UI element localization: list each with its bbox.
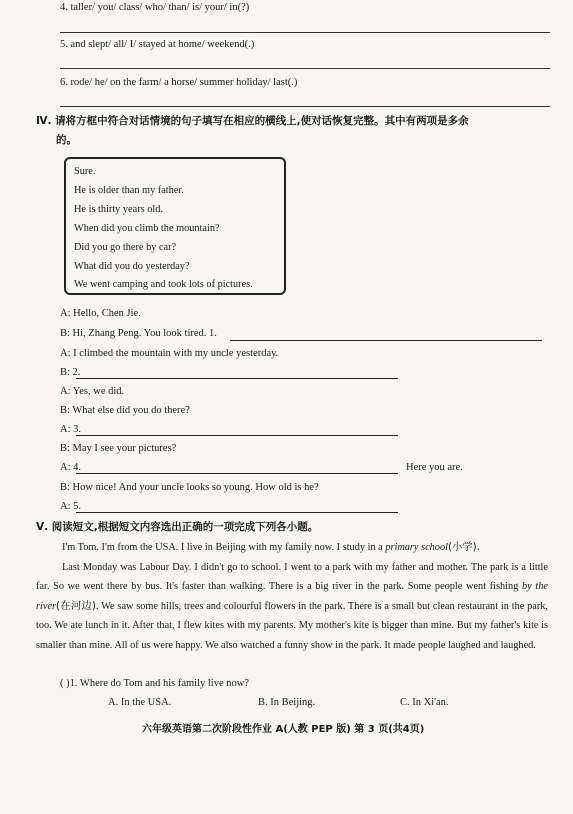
passage-paragraph-1: I'm Tom. I'm from the USA. I live in Beijing with my family now. I study in a primary school(小学). (62, 541, 480, 553)
dialogue-line: A: 3. (60, 424, 81, 435)
dialogue-line: A: Yes, we did. (60, 386, 125, 397)
choice-c[interactable]: C. In Xi'an. (400, 697, 449, 708)
dialogue-line: B: How nice! And your uncle looks so young. How old is he? (60, 482, 319, 493)
question-6: 6. rode/ he/ on the farm/ a horse/ summer holiday/ last(.) (60, 77, 298, 88)
dialogue-line: B: What else did you do there? (60, 405, 190, 416)
blank-3[interactable] (76, 435, 398, 436)
section-5-heading: Ⅴ. 阅读短文,根据短文内容选出正确的一项完成下列各小题。 (36, 521, 319, 533)
options-box (64, 157, 286, 295)
option-item: What did you do yesterday? (74, 261, 190, 272)
option-item: We went camping and took lots of pictures. (74, 279, 253, 290)
answer-line-5[interactable] (60, 68, 550, 69)
answer-line-4[interactable] (60, 32, 550, 33)
option-item: Did you go there by car? (74, 242, 177, 253)
dialogue-line: B: 2. (60, 367, 81, 378)
blank-4[interactable] (76, 473, 398, 474)
reading-passage (36, 538, 548, 655)
page-footer: 六年级英语第二次阶段性作业 A(人教 PEP 版) 第 3 页(共4页) (142, 724, 425, 735)
dialogue-line: B: Hi, Zhang Peng. You look tired. 1. (60, 328, 217, 339)
dialogue-line-end: Here you are. (406, 462, 463, 473)
section-4-heading: Ⅳ. 请将方框中符合对话情境的句子填写在相应的横线上,使对话恢复完整。其中有两项是多余 (36, 115, 469, 127)
blank-1[interactable] (230, 340, 542, 341)
choice-b[interactable]: B. In Beijing. (258, 697, 316, 708)
question-1: ( )1. Where do Tom and his family live now? (60, 678, 249, 689)
option-item: Sure. (74, 166, 96, 177)
passage-paragraph-2: Last Monday was Labour Day. I didn't go to school. I went to a park with my father and mother. The park is a little far. So we went there by bus. It's faster than walking. There is a big river in the park. Some people went fishing by the river(在河边). We saw some hills, trees and colourful flowers in the park. There is a small but clean restaurant in the park, too. We ate lunch in it. After that, I flew kites with my parents. My mother's kite is bigger than mine. But my father's kite is smaller than mine. All of us were happy. We also watched a funny show in the park. It made people laughed and laughed. (36, 561, 548, 651)
dialogue-line: A: 4. (60, 462, 81, 473)
option-item: When did you climb the mountain? (74, 223, 220, 234)
blank-5[interactable] (76, 512, 398, 513)
choice-a[interactable]: A. In the USA. (108, 697, 172, 708)
question-4: 4. taller/ you/ class/ who/ than/ is/ your/ in(?) (60, 2, 250, 13)
dialogue-line: B: May I see your pictures? (60, 443, 177, 454)
question-5: 5. and slept/ all/ I/ stayed at home/ weekend(.) (60, 39, 255, 50)
answer-line-6[interactable] (60, 106, 550, 107)
blank-2[interactable] (76, 378, 398, 379)
option-item: He is thirty years old. (74, 204, 163, 215)
section-4-heading-cont: 的。 (56, 134, 77, 146)
dialogue-line: A: 5. (60, 501, 81, 512)
option-item: He is older than my father. (74, 185, 184, 196)
dialogue-line: A: Hello, Chen Jie. (60, 308, 141, 319)
dialogue-line: A: I climbed the mountain with my uncle yesterday. (60, 348, 279, 359)
